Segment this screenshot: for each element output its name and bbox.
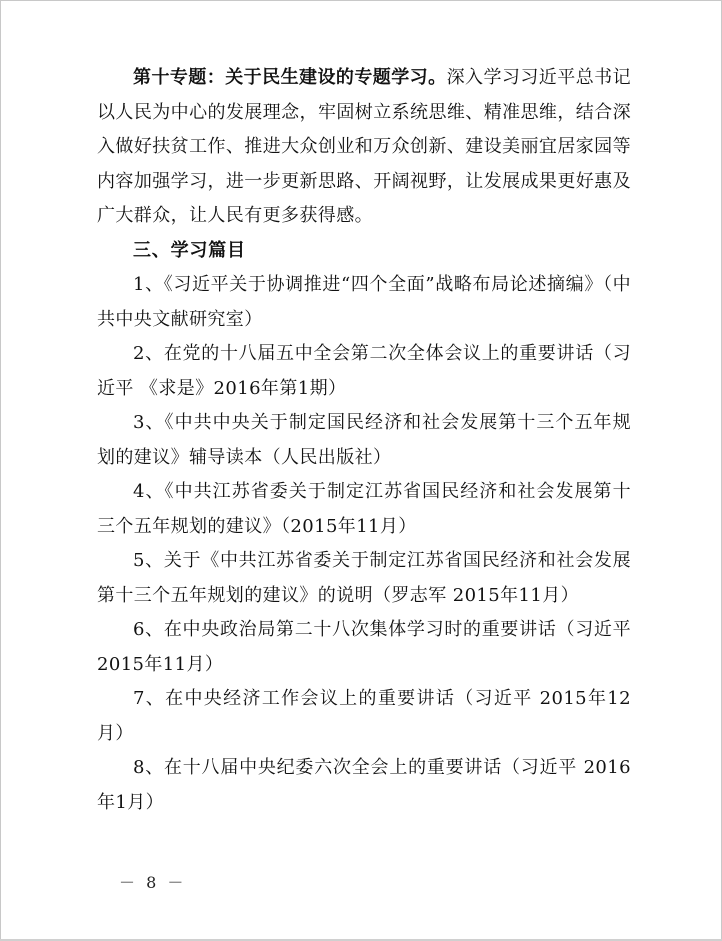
section-three-heading: 三、学习篇目 xyxy=(133,239,246,261)
reading-item-4: 4、《中共江苏省委关于制定江苏省国民经济和社会发展第十三个五年规划的建议》（2015年11月） xyxy=(97,481,631,537)
reading-item-8: 8、在十八届中央纪委六次全会上的重要讲话（习近平 2016年1月） xyxy=(97,757,631,813)
page-number: － 8 － xyxy=(119,873,187,892)
reading-item-2: 2、在党的十八届五中全会第二次全体会议上的重要讲话（习近平 《求是》2016年第1期） xyxy=(97,343,631,399)
reading-item-6: 6、在中央政治局第二十八次集体学习时的重要讲话（习近平 2015年11月） xyxy=(97,619,631,675)
reading-item-3: 3、《中共中央关于制定国民经济和社会发展第十三个五年规划的建议》辅导读本（人民出版社） xyxy=(97,412,631,468)
topic-ten-body: 深入学习习近平总书记以人民为中心的发展理念，牢固树立系统思维、精准思维，结合深入做好扶贫工作、推进大众创业和万众创新、建设美丽宜居家园等内容加强学习，进一步更新思路、开阔视野，让发展成果更好惠及广大群众，让人民有更多获得感。 xyxy=(97,67,631,226)
reading-item-7: 7、在中央经济工作会议上的重要讲话（习近平 2015年12月） xyxy=(97,688,631,744)
reading-item-1: 1、《习近平关于协调推进“四个全面”战略布局论述摘编》（中共中央文献研究室） xyxy=(97,274,631,330)
topic-ten-lead: 第十专题：关于民生建设的专题学习。 xyxy=(133,67,447,88)
reading-item-5: 5、关于《中共江苏省委关于制定江苏省国民经济和社会发展第十三个五年规划的建议》的说明（罗志军 2015年11月） xyxy=(97,550,631,606)
topic-ten-paragraph xyxy=(97,61,631,234)
document-body xyxy=(97,61,631,820)
